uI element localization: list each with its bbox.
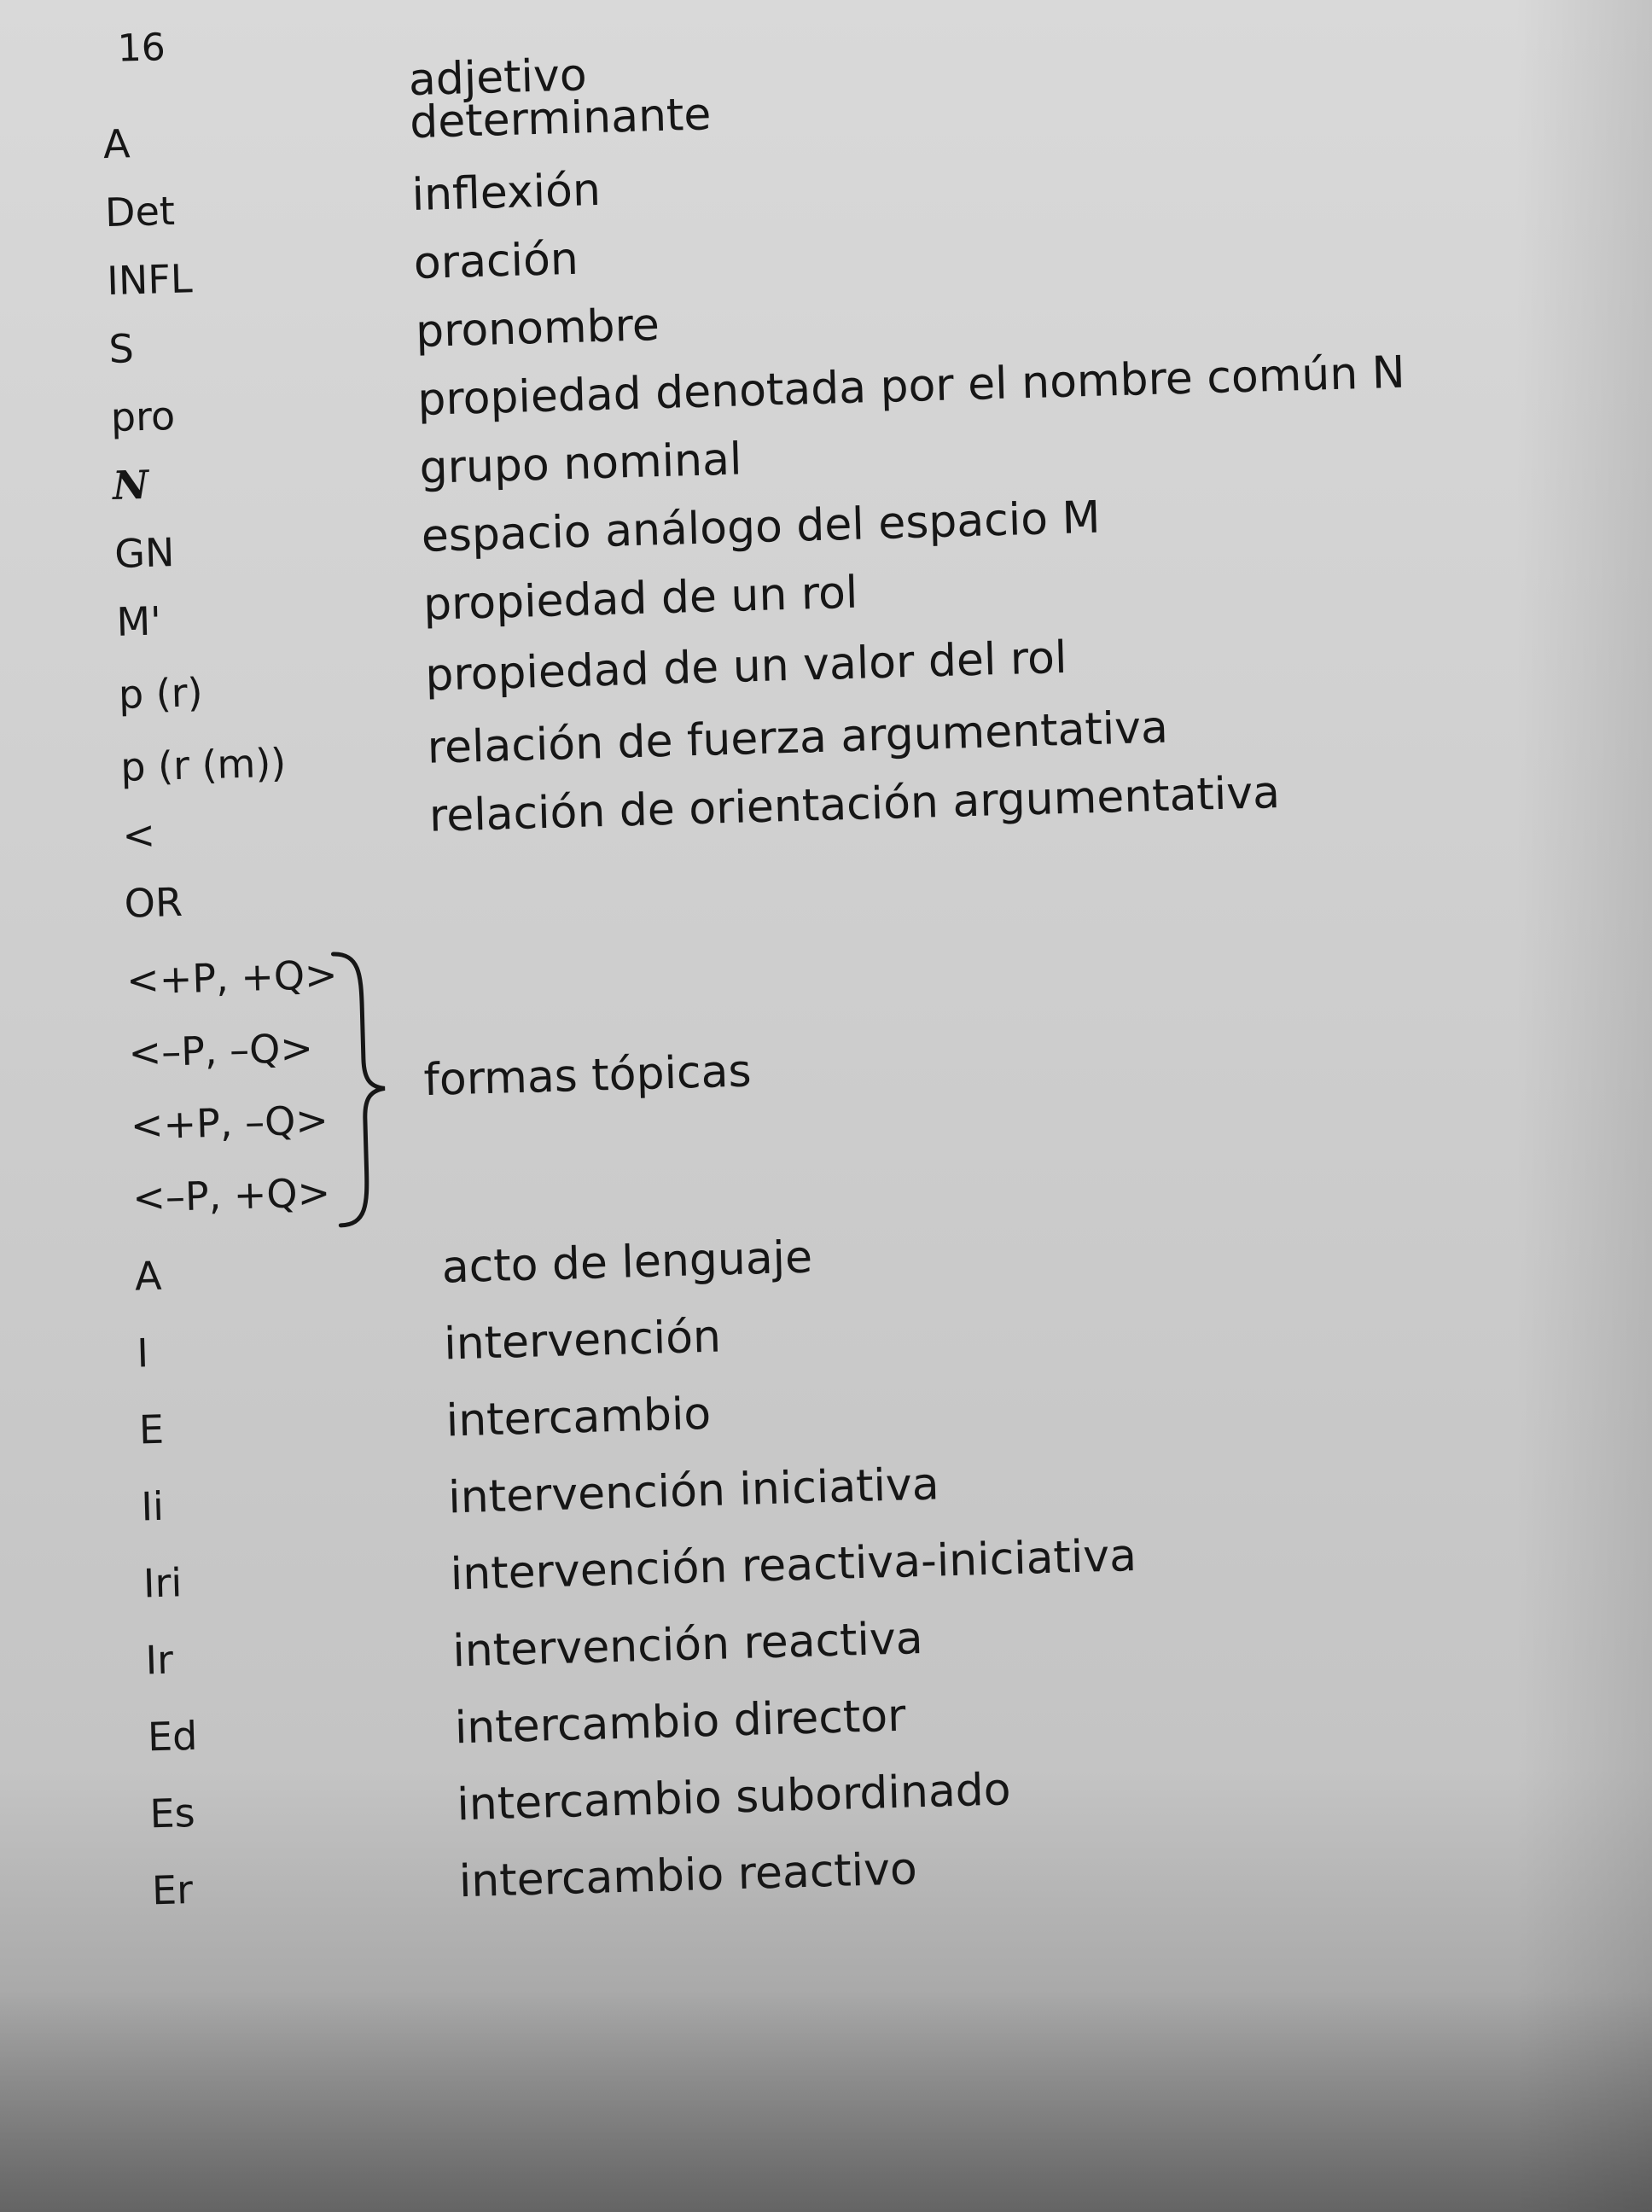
definition: intervención iniciativa: [447, 1458, 940, 1524]
definition: intercambio reactivo: [458, 1843, 918, 1908]
symbol: Iri: [143, 1559, 183, 1607]
definition: adjetivo: [408, 49, 588, 107]
symbol: M': [115, 597, 162, 645]
symbol: <: [121, 811, 156, 859]
definition: intervención reactiva-iniciativa: [449, 1529, 1137, 1601]
definition: espacio análogo del espacio M: [421, 492, 1102, 562]
definition: relación de orientación argumentativa: [428, 766, 1281, 842]
page-shadow: [0, 1990, 1652, 2212]
symbol: I: [136, 1330, 149, 1377]
curly-brace-icon: [326, 947, 393, 1231]
definition: intervención: [443, 1311, 722, 1371]
definition: intercambio subordinado: [456, 1764, 1012, 1831]
definition: acto de lenguaje: [440, 1231, 813, 1294]
page-number: 16: [117, 26, 166, 71]
topical-form-symbol: <+P, –Q>: [130, 1097, 329, 1149]
definition: intercambio: [445, 1388, 712, 1447]
definition: inflexión: [410, 164, 602, 222]
definition: pronombre: [415, 300, 660, 358]
topical-form-symbol: <–P, +Q>: [131, 1169, 331, 1221]
symbol: Ir: [144, 1636, 174, 1684]
symbol: E: [138, 1406, 165, 1453]
page-shadow: [1515, 0, 1652, 2212]
definition: grupo nominal: [418, 434, 743, 494]
symbol: A: [134, 1252, 163, 1300]
definition: determinante: [409, 89, 713, 149]
definition: intervención reactiva: [451, 1613, 924, 1678]
symbol: A: [102, 120, 131, 168]
symbol: Ii: [140, 1482, 165, 1530]
symbol: p (r (m)): [119, 739, 287, 790]
symbol: p (r): [118, 669, 204, 718]
topical-form-symbol: <+P, +Q>: [125, 951, 339, 1004]
symbol: S: [108, 325, 135, 373]
symbol: GN: [113, 529, 176, 577]
symbol: Ed: [147, 1712, 199, 1761]
definition: propiedad denotada por el nombre común N: [416, 346, 1406, 426]
topical-forms-label: formas tópicas: [422, 1045, 753, 1107]
definition: propiedad de un rol: [422, 567, 859, 631]
symbol: OR: [123, 878, 183, 927]
definition: oración: [413, 233, 579, 290]
symbol: pro: [110, 392, 176, 441]
definition: intercambio director: [454, 1690, 907, 1755]
definition: propiedad de un valor del rol: [424, 632, 1068, 701]
symbol: Er: [151, 1866, 194, 1914]
symbol: Es: [148, 1789, 196, 1837]
symbol: INFL: [106, 255, 194, 305]
symbol: N: [112, 461, 149, 509]
topical-form-symbol: <–P, –Q>: [127, 1024, 314, 1076]
definition: relación de fuerza argumentativa: [426, 701, 1169, 774]
symbol: Det: [104, 187, 176, 236]
